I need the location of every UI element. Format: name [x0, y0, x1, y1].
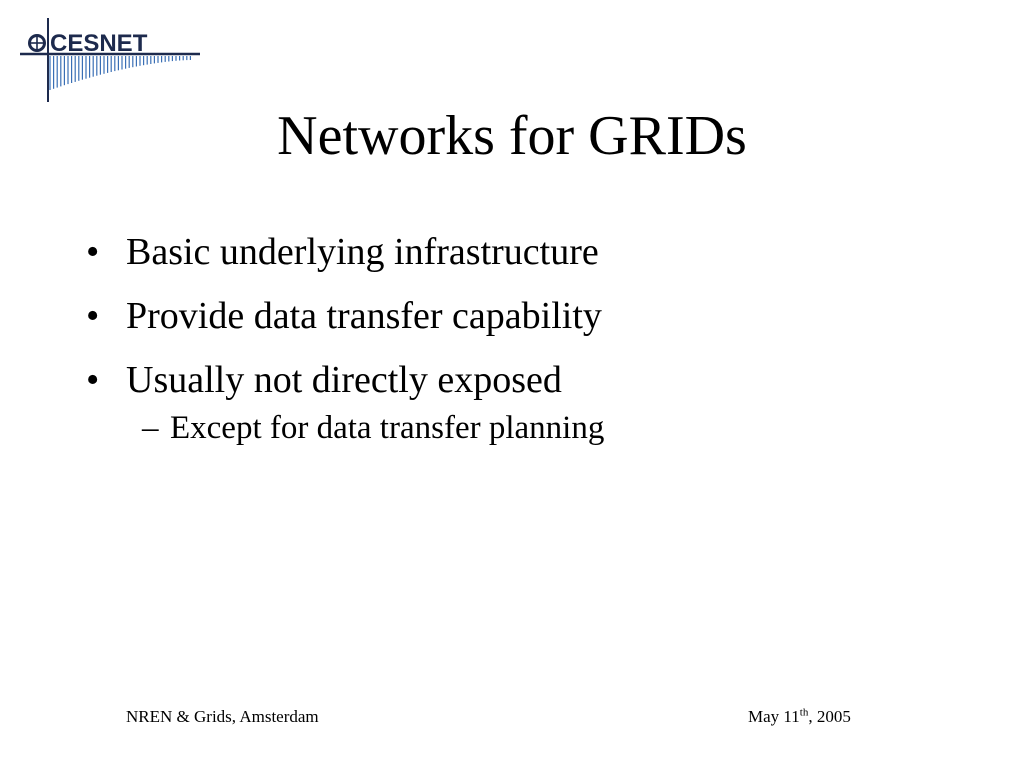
sub-bullet-container	[86, 408, 604, 448]
bullet-text: Usually not directly exposed	[126, 359, 562, 401]
footer-date-suffix: th	[799, 706, 809, 719]
sub-bullet-text: Except for data transfer planning	[170, 410, 605, 446]
footer-date	[748, 706, 851, 728]
dash-icon: –	[142, 410, 159, 446]
bullet-item	[86, 230, 604, 274]
cesnet-logo	[18, 16, 204, 104]
bullet-text: Basic underlying infrastructure	[126, 231, 599, 273]
sub-bullet-item	[86, 408, 604, 448]
bullet-item	[86, 358, 604, 402]
footer-event: NREN & Grids, Amsterdam	[126, 707, 319, 726]
bullet-dot-icon: •	[86, 231, 100, 273]
bullet-item	[86, 294, 604, 338]
cesnet-logo-graphic	[18, 16, 204, 104]
cesnet-logo-text: CESNET	[50, 30, 148, 57]
bullet-dot-icon: •	[86, 295, 100, 337]
bullet-list	[86, 230, 604, 448]
sub-bullet-list	[86, 408, 604, 448]
footer-date-prefix: May 11	[748, 707, 800, 726]
bullet-text: Provide data transfer capability	[126, 295, 602, 337]
bullet-dot-icon: •	[86, 359, 100, 401]
slide-title: Networks for GRIDs	[277, 105, 747, 167]
footer-date-rest: , 2005	[808, 707, 851, 726]
